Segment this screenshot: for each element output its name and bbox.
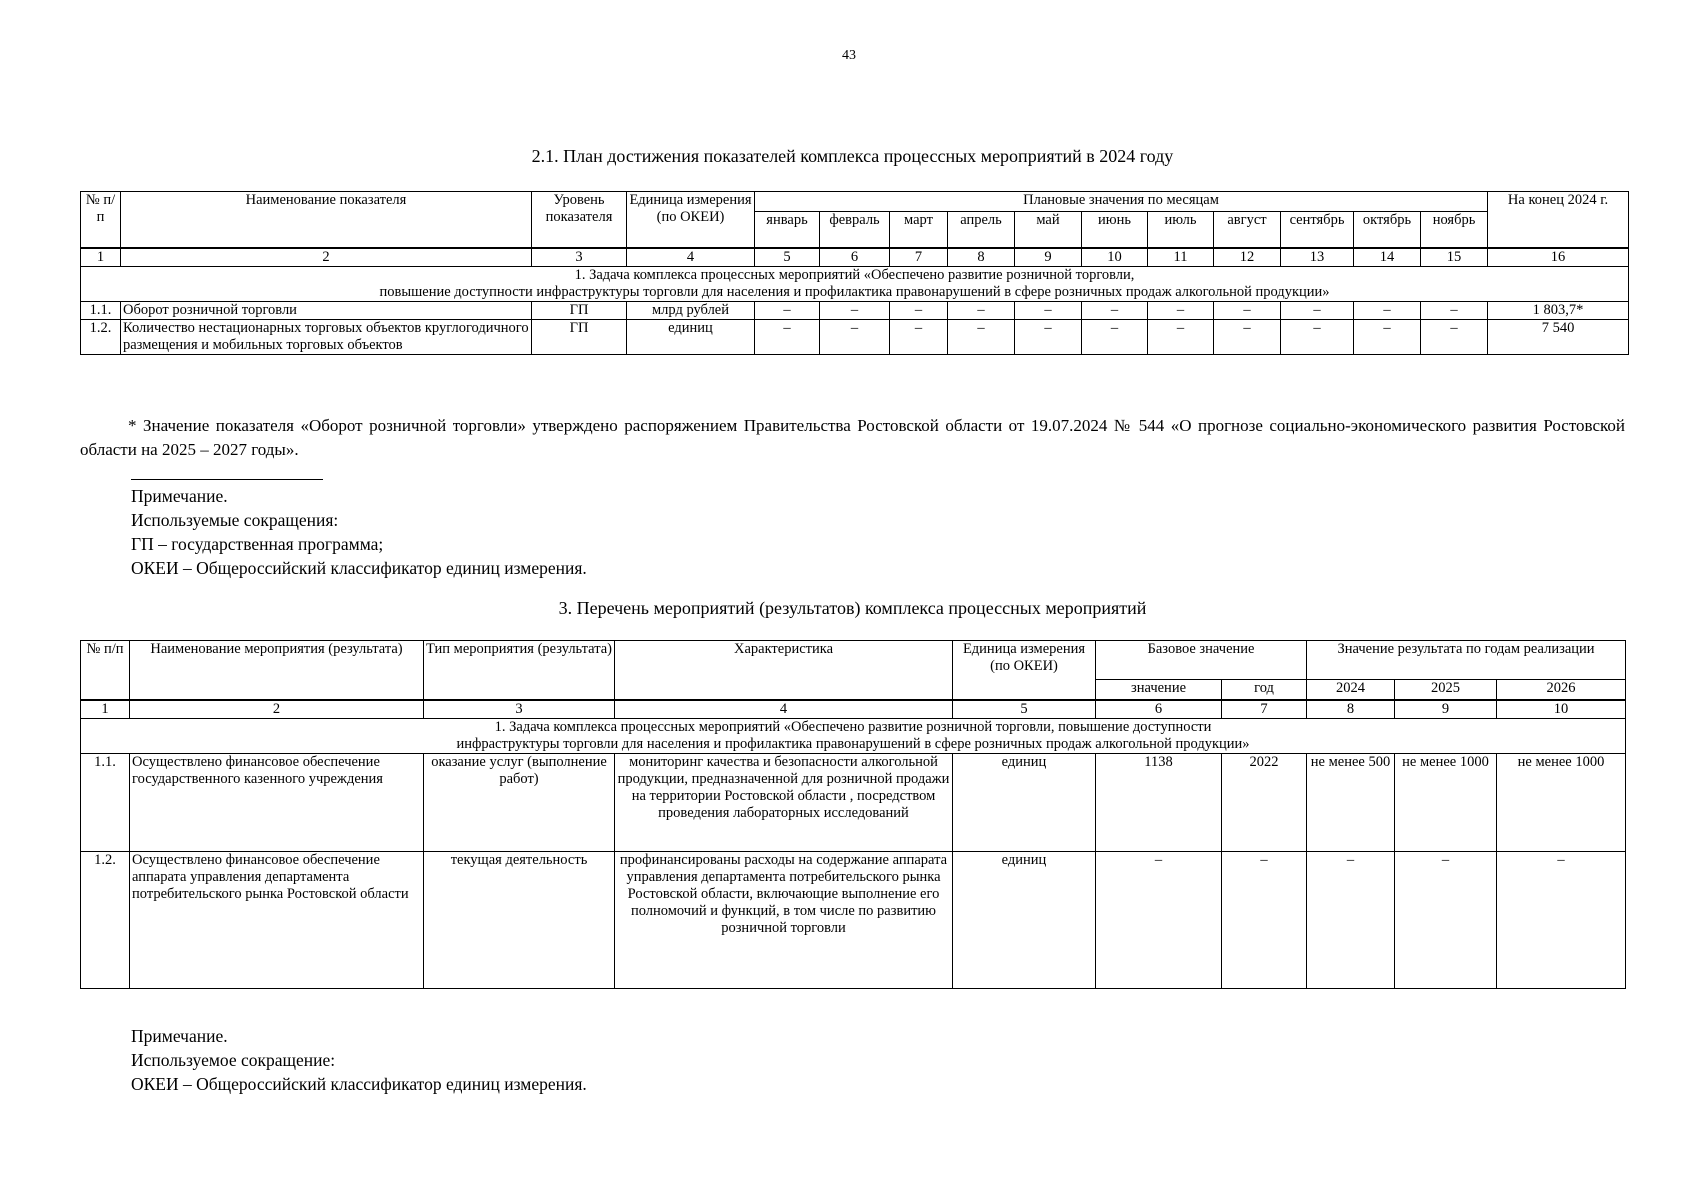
row-month-value: – (1354, 302, 1421, 320)
row-month-value: – (755, 302, 820, 320)
row-month-value: – (1281, 320, 1354, 355)
row-month-value: – (820, 320, 890, 355)
header-unit: Единица измерения (по ОКЕИ) (953, 641, 1096, 700)
row-level: ГП (532, 302, 627, 320)
note-line: ГП – государственная программа; (131, 534, 384, 554)
row-year-value: – (1307, 852, 1395, 989)
column-number: 4 (615, 700, 953, 719)
row-month-value: – (1214, 320, 1281, 355)
column-number: 2 (121, 248, 532, 267)
table-row (81, 852, 1626, 989)
row-year-value: не менее 500 (1307, 754, 1395, 852)
header-base-year: год (1222, 680, 1307, 700)
header-result-by-years: Значение результата по годам реализации (1307, 641, 1626, 680)
header-unit: Единица измерения (по ОКЕИ) (627, 192, 755, 248)
footnote: * Значение показателя «Оборот розничной торговли» утверждено распоряжением Правительства Ростовской области от 19.07.2024 № 544 «О прогнозе социально-экономического развития Ростовской области на 2025 – 2027 годы». (80, 416, 1625, 459)
task-row (81, 719, 1626, 754)
row-unit: единиц (627, 320, 755, 355)
row-year-value: – (1497, 852, 1626, 989)
note-line: Используемое сокращение: (131, 1050, 336, 1070)
column-number: 5 (953, 700, 1096, 719)
column-number: 4 (627, 248, 755, 267)
row-activity-name: Осуществлено финансовое обеспечение аппарата управления департамента потребительского рынка Ростовской области (130, 852, 424, 989)
row-month-value: – (948, 320, 1015, 355)
footnote-separator (131, 479, 323, 480)
header-num: № п/п (81, 192, 121, 248)
header-level: Уровень показателя (532, 192, 627, 248)
table-row (81, 754, 1626, 852)
column-number: 14 (1354, 248, 1421, 267)
row-activity-name: Осуществлено финансовое обеспечение государственного казенного учреждения (130, 754, 424, 852)
column-number: 16 (1488, 248, 1629, 267)
column-number: 10 (1497, 700, 1626, 719)
header-monthly: Плановые значения по месяцам (755, 192, 1488, 212)
row-month-value: – (1421, 302, 1488, 320)
header-month: май (1015, 212, 1082, 248)
note-line: Используемые сокращения: (131, 510, 339, 530)
column-number: 8 (1307, 700, 1395, 719)
row-month-value: – (1015, 302, 1082, 320)
header-month: октябрь (1354, 212, 1421, 248)
column-number: 12 (1214, 248, 1281, 267)
row-month-value: – (1421, 320, 1488, 355)
row-month-value: – (755, 320, 820, 355)
row-name: Количество нестационарных торговых объектов круглогодичного размещения и мобильных торговых объектов (121, 320, 532, 355)
column-number: 3 (424, 700, 615, 719)
column-number: 6 (820, 248, 890, 267)
task-line: инфраструктуры торговли для населения и профилактика правонарушений в сфере розничных продаж алкогольной продукции» (456, 736, 1250, 752)
header-year: 2024 (1307, 680, 1395, 700)
header-activity-type: Тип мероприятия (результата) (424, 641, 615, 700)
row-month-value: – (890, 302, 948, 320)
header-activity-name: Наименование мероприятия (результата) (130, 641, 424, 700)
column-number: 6 (1096, 700, 1222, 719)
header-month: август (1214, 212, 1281, 248)
row-unit: единиц (953, 754, 1096, 852)
column-number: 11 (1148, 248, 1214, 267)
row-year-value: не менее 1000 (1395, 754, 1497, 852)
column-number: 7 (1222, 700, 1307, 719)
notes-block (131, 1024, 587, 1096)
table-row (81, 320, 1629, 355)
row-year-value: – (1395, 852, 1497, 989)
row-unit: единиц (953, 852, 1096, 989)
column-number: 9 (1015, 248, 1082, 267)
header-characteristic: Характеристика (615, 641, 953, 700)
table3-title: 3. Перечень мероприятий (результатов) комплекса процессных мероприятий (558, 598, 1147, 618)
column-number: 13 (1281, 248, 1354, 267)
header-month: июнь (1082, 212, 1148, 248)
row-month-value: – (1148, 320, 1214, 355)
task-line: 1. Задача комплекса процессных мероприятий «Обеспечено развитие розничной торговли, (574, 267, 1135, 283)
row-characteristic: мониторинг качества и безопасности алкогольной продукции, предназначенной для розничной продажи на территории Ростовской области , посредством проведения лабораторных исследований (615, 754, 953, 852)
row-base-year: – (1222, 852, 1307, 989)
row-end-value: 7 540 (1488, 320, 1629, 355)
row-month-value: – (890, 320, 948, 355)
row-level: ГП (532, 320, 627, 355)
task-line: 1. Задача комплекса процессных мероприятий «Обеспечено развитие розничной торговли, повышение доступности (494, 719, 1212, 735)
row-month-value: – (1214, 302, 1281, 320)
row-end-value: 1 803,7* (1488, 302, 1629, 320)
page-number: 43 (842, 48, 856, 63)
column-number: 1 (81, 248, 121, 267)
row-month-value: – (1082, 320, 1148, 355)
column-number: 2 (130, 700, 424, 719)
column-number: 15 (1421, 248, 1488, 267)
row-num: 1.1. (81, 302, 121, 320)
note-line: ОКЕИ – Общероссийский классификатор единиц измерения. (131, 1074, 587, 1094)
header-month: ноябрь (1421, 212, 1488, 248)
header-month: апрель (948, 212, 1015, 248)
table-row (81, 302, 1629, 320)
row-num: 1.2. (81, 320, 121, 355)
header-num: № п/п (81, 641, 130, 700)
row-month-value: – (1015, 320, 1082, 355)
header-base-value: Базовое значение (1096, 641, 1307, 680)
note-line: Примечание. (131, 486, 228, 506)
row-month-value: – (1148, 302, 1214, 320)
column-number: 10 (1082, 248, 1148, 267)
task-row (81, 267, 1629, 302)
column-number: 8 (948, 248, 1015, 267)
row-base-value: 1138 (1096, 754, 1222, 852)
column-number: 1 (81, 700, 130, 719)
row-characteristic: профинансированы расходы на содержание аппарата управления департамента потребительского рынка Ростовской области, включающие выполнение его полномочий и функций, в том числе по развитию розничной торговли (615, 852, 953, 989)
row-month-value: – (1082, 302, 1148, 320)
row-name: Оборот розничной торговли (121, 302, 532, 320)
row-month-value: – (820, 302, 890, 320)
column-number: 9 (1395, 700, 1497, 719)
column-number: 7 (890, 248, 948, 267)
row-num: 1.1. (81, 754, 130, 852)
notes-block (131, 484, 587, 580)
header-year: 2025 (1395, 680, 1497, 700)
task-line: повышение доступности инфраструктуры торговли для населения и профилактика правонарушений в сфере розничных продаж алкогольной продукции» (379, 284, 1330, 300)
row-activity-type: оказание услуг (выполнение работ) (424, 754, 615, 852)
note-line: ОКЕИ – Общероссийский классификатор единиц измерения. (131, 558, 587, 578)
row-activity-type: текущая деятельность (424, 852, 615, 989)
header-month: июль (1148, 212, 1214, 248)
row-month-value: – (1354, 320, 1421, 355)
row-num: 1.2. (81, 852, 130, 989)
header-month: февраль (820, 212, 890, 248)
header-month: март (890, 212, 948, 248)
row-month-value: – (1281, 302, 1354, 320)
column-number: 5 (755, 248, 820, 267)
row-month-value: – (948, 302, 1015, 320)
header-month: январь (755, 212, 820, 248)
header-month: сентябрь (1281, 212, 1354, 248)
row-unit: млрд рублей (627, 302, 755, 320)
indicators-plan-table (80, 191, 1629, 355)
column-number: 3 (532, 248, 627, 267)
activities-table (80, 640, 1626, 989)
header-year: 2026 (1497, 680, 1626, 700)
header-indicator-name: Наименование показателя (121, 192, 532, 248)
header-base-value-sub: значение (1096, 680, 1222, 700)
table1-title: 2.1. План достижения показателей комплекса процессных мероприятий в 2024 году (531, 146, 1174, 166)
row-base-value: – (1096, 852, 1222, 989)
note-line: Примечание. (131, 1026, 228, 1046)
header-end-of-year: На конец 2024 г. (1488, 192, 1629, 248)
row-base-year: 2022 (1222, 754, 1307, 852)
row-year-value: не менее 1000 (1497, 754, 1626, 852)
